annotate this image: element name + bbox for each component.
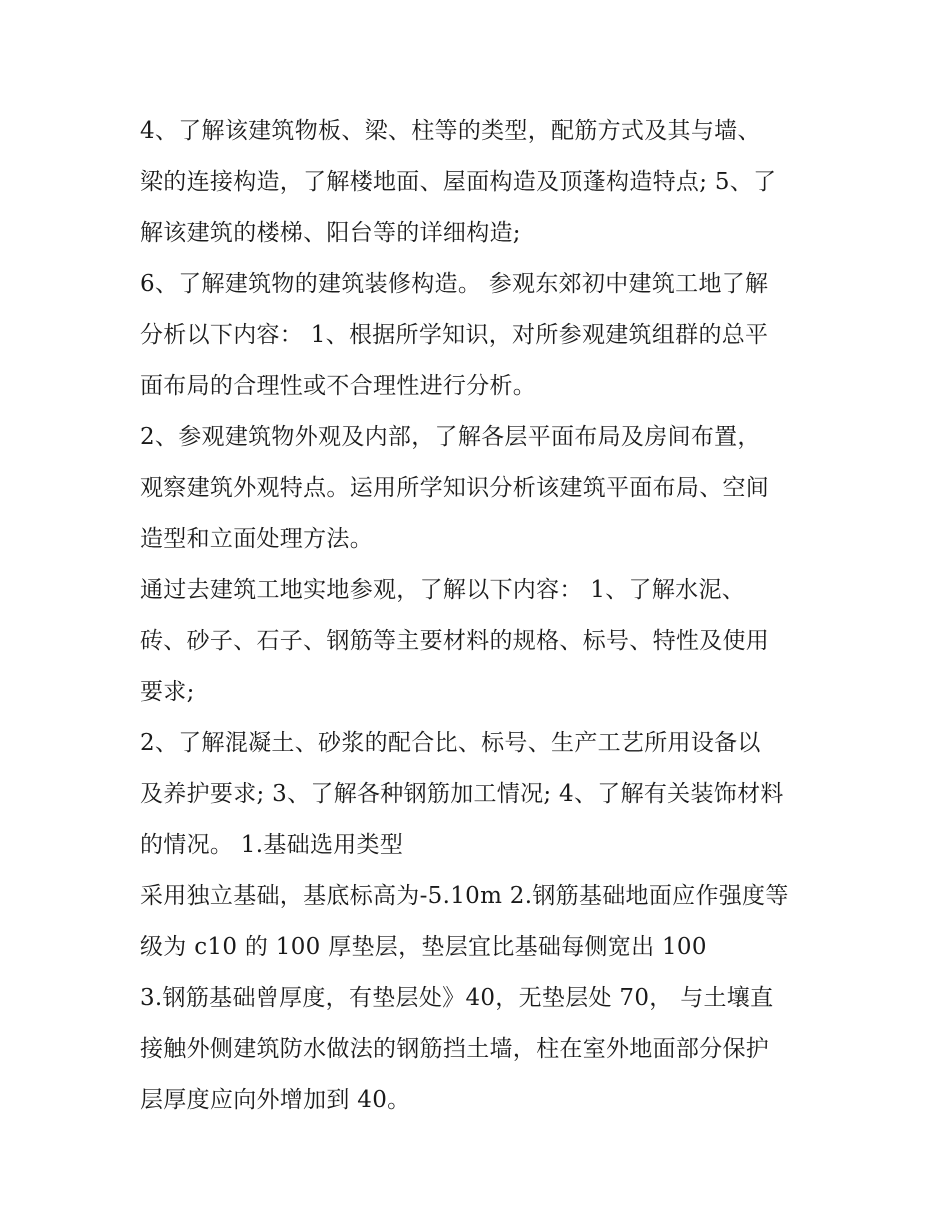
text-line: 2、了解混凝土、砂浆的配合比、标号、生产工艺所用设备以 xyxy=(140,730,761,756)
text-line: 造型和立面处理方法。 xyxy=(140,526,373,552)
text-line: 梁的连接构造，了解楼地面、屋面构造及顶蓬构造特点; 5、了 xyxy=(140,169,777,195)
text-line: 2、参观建筑物外观及内部，了解各层平面布局及房间布置， xyxy=(140,424,761,450)
text-line: 4、了解该建筑物板、梁、柱等的类型，配筋方式及其与墙、 xyxy=(140,118,761,144)
text-line: 6、了解建筑物的建筑装修构造。 参观东郊初中建筑工地了解 xyxy=(140,271,769,297)
text-line: 面布局的合理性或不合理性进行分析。 xyxy=(140,373,537,399)
text-line: 分析以下内容： 1、根据所学知识，对所参观建筑组群的总平 xyxy=(140,322,769,348)
text-line: 3.钢筋基础曾厚度，有垫层处》40，无垫层处 70， 与土壤直 xyxy=(140,985,774,1011)
text-line: 采用独立基础，基底标高为-5.10m 2.钢筋基础地面应作强度等 xyxy=(140,883,789,909)
text-line: 解该建筑的楼梯、阳台等的详细构造; xyxy=(140,220,521,246)
text-line: 通过去建筑工地实地参观，了解以下内容： 1、了解水泥、 xyxy=(140,577,746,603)
text-line: 的情况。 1.基础选用类型 xyxy=(140,832,404,858)
text-line: 接触外侧建筑防水做法的钢筋挡土墙，柱在室外地面部分保护 xyxy=(140,1036,770,1062)
text-line: 及养护要求; 3、了解各种钢筋加工情况; 4、了解有关装饰材料 xyxy=(140,781,784,807)
document-body xyxy=(140,106,820,1126)
text-line: 砖、砂子、石子、钢筋等主要材料的规格、标号、特性及使用 xyxy=(140,628,770,654)
text-line: 层厚度应向外增加到 40。 xyxy=(140,1087,411,1113)
text-line: 要求; xyxy=(140,679,195,705)
text-line: 级为 c10 的 100 厚垫层，垫层宜比基础每侧宽出 100 xyxy=(140,934,707,960)
text-line: 观察建筑外观特点。运用所学知识分析该建筑平面布局、空间 xyxy=(140,475,770,501)
